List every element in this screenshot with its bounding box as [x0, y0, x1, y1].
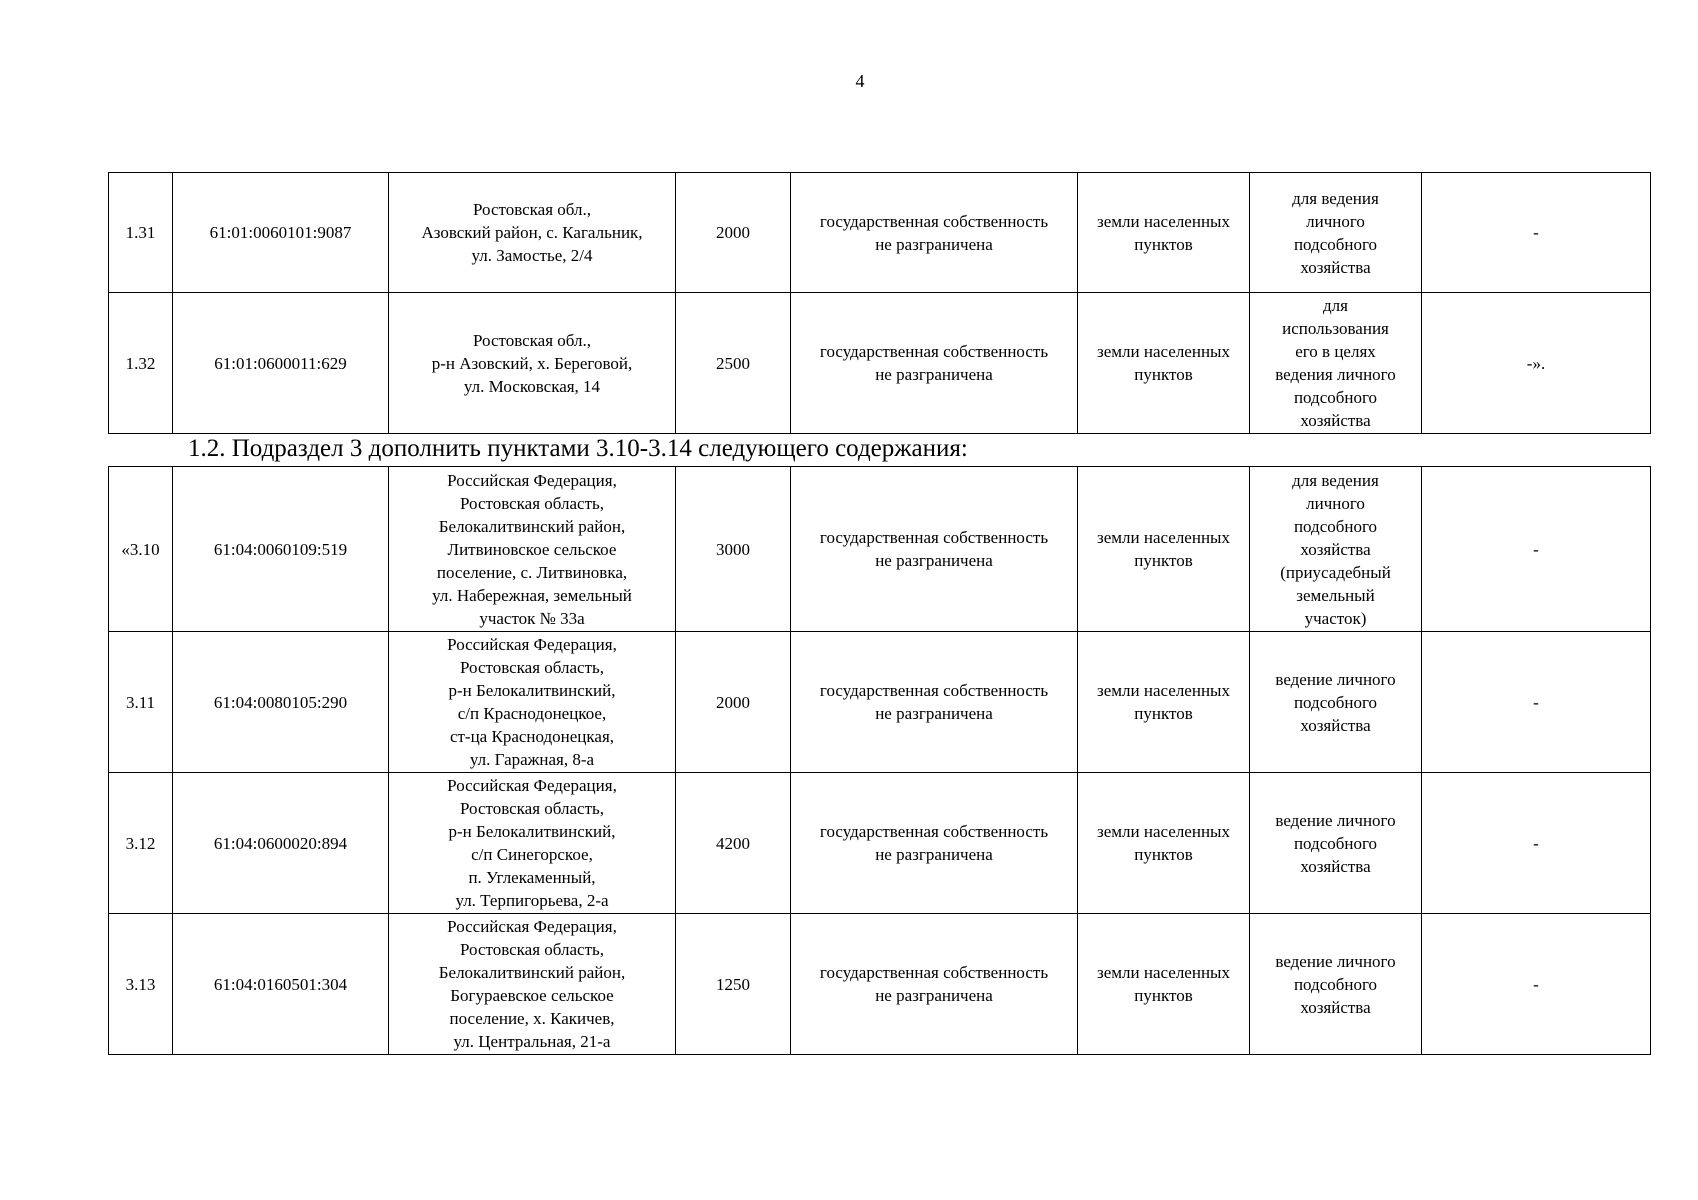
area: 3000 [676, 467, 791, 632]
table-row [109, 467, 1651, 632]
table-row [109, 773, 1651, 914]
land-category: земли населенных пунктов [1078, 632, 1250, 773]
table-row [109, 914, 1651, 1055]
item-number: 3.11 [109, 632, 173, 773]
ownership-form: государственная собственность не разграничена [791, 293, 1078, 434]
section-heading: 1.2. Подраздел 3 дополнить пунктами 3.10-3.14 следующего содержания: [188, 435, 968, 462]
item-number: 1.32 [109, 293, 173, 434]
page-number: 4 [855, 71, 865, 91]
ownership-form: государственная собственность не разграничена [791, 914, 1078, 1055]
permitted-use: для ведения личного подсобного хозяйства (приусадебный земельный участок) [1250, 467, 1422, 632]
item-number: 1.31 [109, 173, 173, 293]
ownership-form: государственная собственность не разграничена [791, 632, 1078, 773]
land-category: земли населенных пунктов [1078, 773, 1250, 914]
item-number: 3.12 [109, 773, 173, 914]
land-category: земли населенных пунктов [1078, 467, 1250, 632]
permitted-use: ведение личного подсобного хозяйства [1250, 914, 1422, 1055]
table-row [109, 632, 1651, 773]
address: Ростовская обл., р-н Азовский, х. Береговой, ул. Московская, 14 [389, 293, 676, 434]
cadastral-number: 61:01:0600011:629 [173, 293, 389, 434]
permitted-use: для использования его в целях ведения личного подсобного хозяйства [1250, 293, 1422, 434]
ownership-form: государственная собственность не разграничена [791, 467, 1078, 632]
area: 2000 [676, 173, 791, 293]
land-plots-table-top [108, 172, 1651, 434]
address: Российская Федерация, Ростовская область, Белокалитвинский район, Богураевское сельское поселение, х. Какичев, ул. Центральная, 21-а [389, 914, 676, 1055]
area: 1250 [676, 914, 791, 1055]
item-number: 3.13 [109, 914, 173, 1055]
cadastral-number: 61:04:0600020:894 [173, 773, 389, 914]
address: Российская Федерация, Ростовская область, Белокалитвинский район, Литвиновское сельское поселение, с. Литвиновка, ул. Набережная, земельный участок № 33а [389, 467, 676, 632]
land-category: земли населенных пунктов [1078, 914, 1250, 1055]
area: 2500 [676, 293, 791, 434]
item-number: «3.10 [109, 467, 173, 632]
address: Российская Федерация, Ростовская область, р-н Белокалитвинский, с/п Краснодонецкое, ст-ца Краснодонецкая, ул. Гаражная, 8-а [389, 632, 676, 773]
note: - [1422, 914, 1651, 1055]
land-category: земли населенных пунктов [1078, 173, 1250, 293]
permitted-use: для ведения личного подсобного хозяйства [1250, 173, 1422, 293]
cadastral-number: 61:04:0080105:290 [173, 632, 389, 773]
permitted-use: ведение личного подсобного хозяйства [1250, 632, 1422, 773]
address: Российская Федерация, Ростовская область, р-н Белокалитвинский, с/п Синегорское, п. Углекаменный, ул. Терпигорьева, 2-а [389, 773, 676, 914]
permitted-use: ведение личного подсобного хозяйства [1250, 773, 1422, 914]
note: - [1422, 773, 1651, 914]
cadastral-number: 61:01:0060101:9087 [173, 173, 389, 293]
note: - [1422, 467, 1651, 632]
table-row [109, 293, 1651, 434]
area: 2000 [676, 632, 791, 773]
note: - [1422, 632, 1651, 773]
note: - [1422, 173, 1651, 293]
cadastral-number: 61:04:0160501:304 [173, 914, 389, 1055]
land-plots-table-bottom [108, 466, 1651, 1055]
cadastral-number: 61:04:0060109:519 [173, 467, 389, 632]
address: Ростовская обл., Азовский район, с. Кагальник, ул. Замостье, 2/4 [389, 173, 676, 293]
note: -». [1422, 293, 1651, 434]
ownership-form: государственная собственность не разграничена [791, 773, 1078, 914]
table-row [109, 173, 1651, 293]
area: 4200 [676, 773, 791, 914]
ownership-form: государственная собственность не разграничена [791, 173, 1078, 293]
land-category: земли населенных пунктов [1078, 293, 1250, 434]
